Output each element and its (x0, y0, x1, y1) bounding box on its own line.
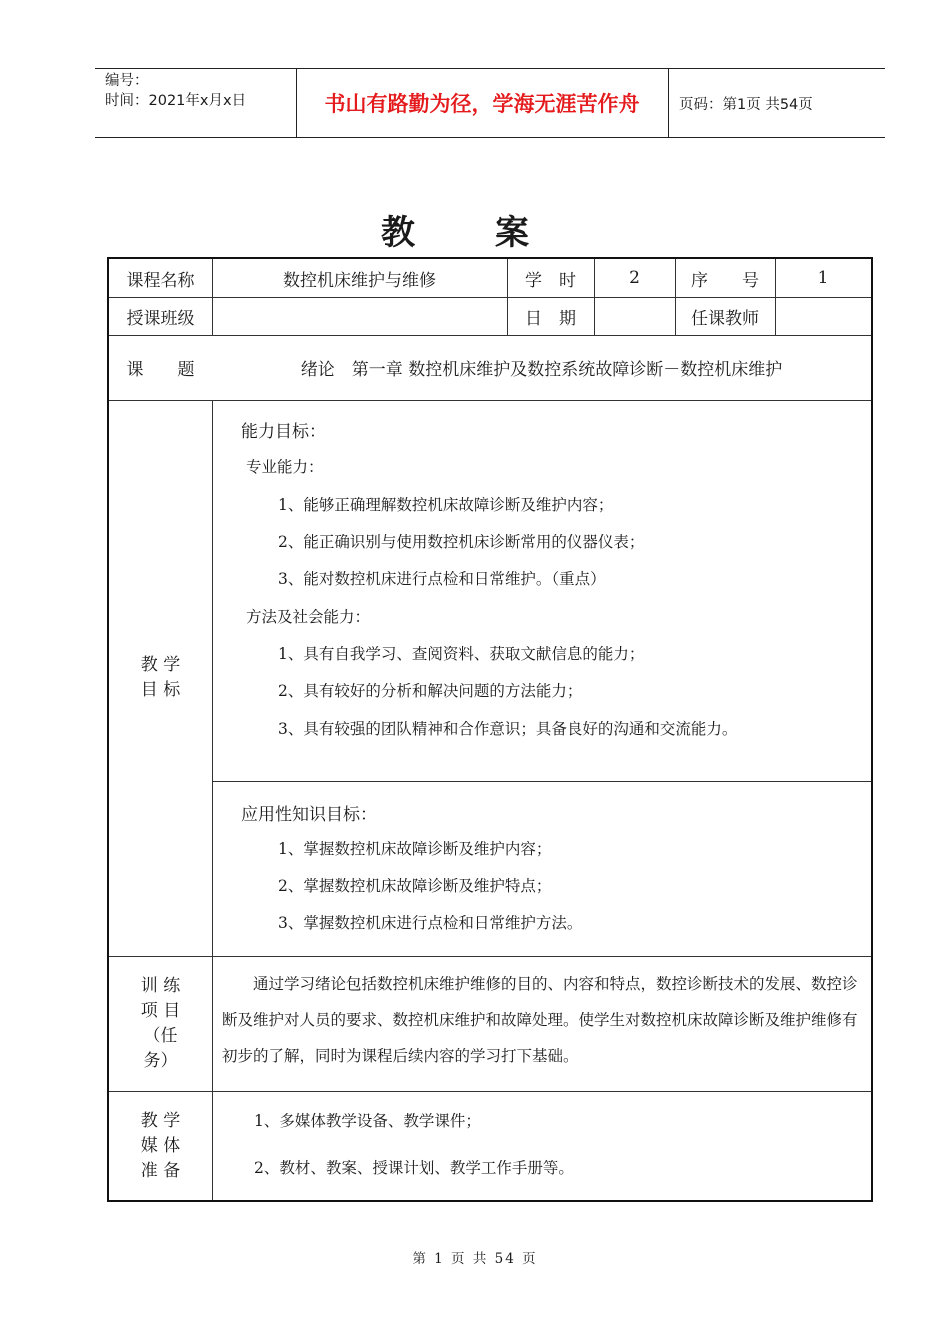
list-item: 3、掌握数控机床进行点检和日常维护方法。 (278, 914, 583, 932)
list-item: 2、具有较好的分析和解决问题的方法能力； (278, 682, 583, 700)
list-item: 1、具有自我学习、查阅资料、获取文献信息的能力； (278, 645, 645, 663)
topic-value: 绪论 第一章 数控机床维护及数控系统故障诊断－数控机床维护 (300, 360, 783, 380)
header-meta (105, 71, 246, 111)
topic-label: 课 题 (126, 360, 195, 380)
page-title: 教案 (381, 213, 609, 253)
professional-ability-heading: 专业能力： (246, 458, 324, 476)
list-item: 1、掌握数控机床故障诊断及维护内容； (278, 840, 552, 858)
media-label-line: 准 备 (140, 1160, 181, 1181)
method-ability-heading: 方法及社会能力： (246, 608, 371, 626)
course-name-label: 课程名称 (126, 270, 195, 291)
knowledge-goals-heading: 应用性知识目标： (241, 805, 377, 825)
class-value (212, 297, 507, 335)
ability-goals-heading: 能力目标： (241, 422, 326, 442)
sequence-value: 1 (817, 268, 829, 288)
sequence-label: 序 号 (691, 270, 759, 291)
hours-label: 学 时 (525, 270, 576, 291)
col-divider (212, 400, 213, 1200)
hours-value: 2 (629, 268, 640, 288)
row-divider (212, 781, 871, 782)
media-label (109, 1091, 212, 1201)
header-divider (668, 69, 669, 137)
teacher-label: 任课教师 (691, 308, 759, 329)
training-description: 通过学习绪论包括数控机床维护维修的目的、内容和特点，数控诊断技术的发展、数控诊断及维护对人员的要求、数控机床维护和故障处理。使学生对数控机床故障诊断及维护维修有初步的了解，同时为课程后续内容的学习打下基础。 (222, 975, 858, 1065)
list-item: 3、能对数控机床进行点检和日常维护。（重点） (278, 570, 606, 588)
header-motto: 书山有路勤为径，学海无涯苦作舟 (324, 92, 640, 116)
list-item: 2、教材、教案、授课计划、教学工作手册等。 (254, 1159, 574, 1177)
training-label-line: 训 练 (140, 975, 181, 996)
number-label: 编号： (105, 73, 149, 89)
row-divider (109, 400, 871, 401)
row-divider (109, 956, 871, 957)
list-item: 2、掌握数控机床故障诊断及维护特点； (278, 877, 552, 895)
media-label-line: 教 学 (140, 1110, 181, 1131)
date-label: 日 期 (525, 308, 576, 329)
date-value (594, 297, 675, 335)
header-page-info: 页码：第1页 共54页 (679, 96, 813, 113)
list-item: 3、具有较强的团队精神和合作意识；具备良好的沟通和交流能力。 (278, 720, 738, 738)
row-divider (109, 1091, 871, 1092)
list-item: 2、能正确识别与使用数控机床诊断常用的仪器仪表； (278, 533, 645, 551)
training-label-line: 务） (143, 1050, 178, 1071)
training-label (109, 956, 212, 1091)
course-name-value: 数控机床维护与维修 (283, 270, 436, 291)
teaching-goals-label-line: 目 标 (140, 680, 181, 700)
list-item: 1、能够正确理解数控机床故障诊断及维护内容； (278, 496, 614, 514)
time-label: 时间：2021年x月x日 (105, 93, 247, 109)
document-header (95, 68, 885, 138)
teaching-goals-label-line: 教 学 (140, 655, 181, 675)
class-label: 授课班级 (126, 308, 195, 329)
teacher-value (775, 297, 871, 335)
media-label-line: 媒 体 (140, 1135, 181, 1156)
list-item: 1、多媒体教学设备、教学课件； (254, 1112, 481, 1130)
page-footer: 第 1 页 共 54 页 (412, 1251, 538, 1267)
training-label-line: （任 (143, 1025, 178, 1046)
lesson-plan-table (107, 257, 873, 1202)
teaching-goals-label (109, 400, 212, 956)
training-label-line: 项 目 (140, 1000, 181, 1021)
